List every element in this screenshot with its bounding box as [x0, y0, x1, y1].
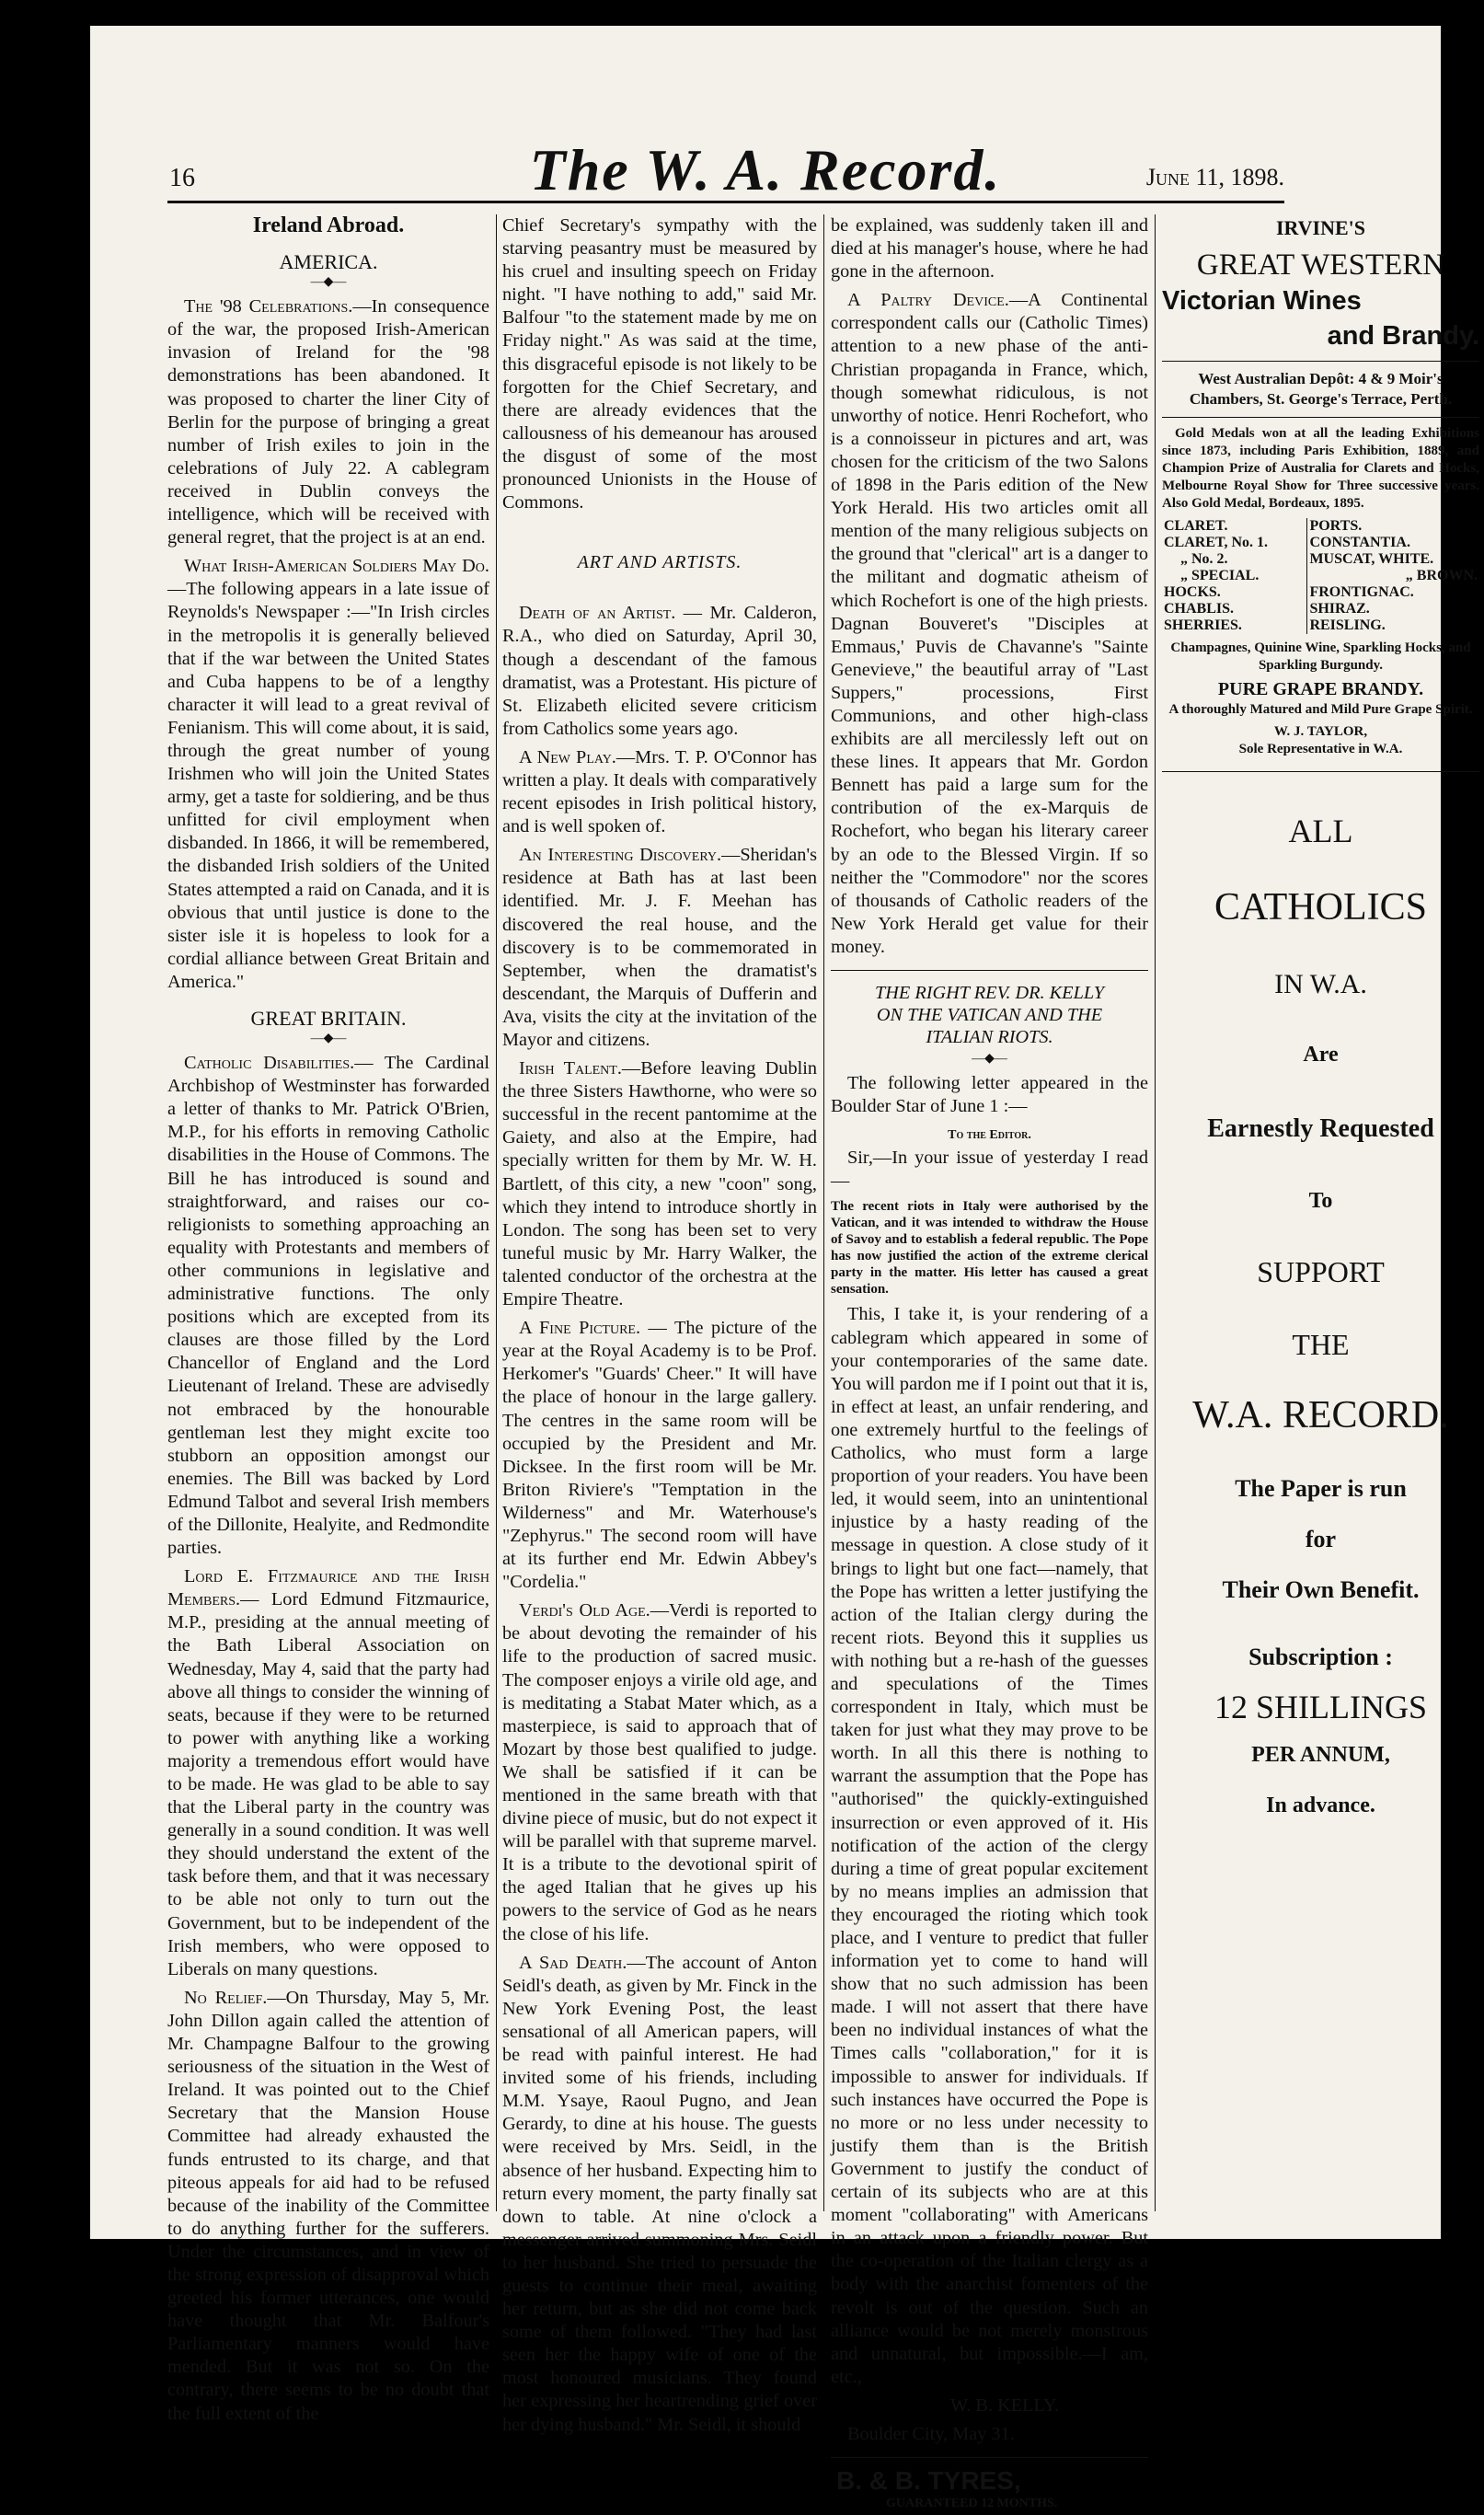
article-lead: Irish Talent.	[519, 1058, 622, 1079]
article-paragraph: Sir,—In your issue of yesterday I read—	[831, 1148, 1148, 1192]
wine-item: SHERRIES.	[1162, 617, 1307, 634]
article-paragraph	[502, 1057, 817, 1311]
ad-line: and Brandy.	[1327, 321, 1479, 352]
ad-rule	[1162, 771, 1479, 772]
heading-line: ITALIAN RIOTS.	[926, 1027, 1053, 1047]
page-number: 16	[169, 164, 195, 192]
wine-item: „ SPECIAL.	[1162, 568, 1307, 584]
article-lead: No Relief.	[184, 1987, 268, 2008]
ad-line: Subscription :	[1248, 1644, 1393, 1671]
article-text: —Before leaving Dublin the three Sisters Hawthorne, who were so successful in the recent pantomime at the Gaiety, and also at the Empire, had specially written for them by Mr. W. H. Bartlett, of this city, a new "coon" song, which they intend to introduce shortly in London. The song has been set to very tuneful music by Mr. Harry Walker, the talented conductor of the orchestra at the Empire Theatre.	[502, 1058, 817, 1310]
article-paragraph	[167, 1987, 489, 2426]
article-text: —Verdi is reported to be about devoting the remainder of his life to the production of sacred music. The composer enjoys a virile old age, and is meditating a Stabat Mater which, as a masterpiece, is said to approach that of Mozart by those best qualified to judge. We shall be satisfied if it can be mentioned in the same breath with that divine piece of music, but do not expect it will be parallel with that supreme marvel. It is a tribute to the devotional spirit of the aged Italian that he gives up his powers to the service of God as he nears the close of his life.	[502, 1600, 817, 1944]
letter-signature: W. B. KELLY.	[950, 2394, 1059, 2416]
ad-line: for	[1305, 1526, 1337, 1553]
ad-line: Are	[1303, 1043, 1339, 1067]
article-paragraph	[831, 289, 1148, 959]
article-text: —The account of Anton Seidl's death, as given by Mr. Finck in the New York Evening Post, the least sensational of all American papers, will be read with painful interest. He had invited some of his friends, including M.M. Ysaye, Raoul Pugno, and Jean Gerardy, to dine at his house. The guests were received by Mrs. Seidl, in the absence of her husband. Expecting him to return every moment, the party finally sat down to table. At nine o'clock a messenger arrived summoning Mrs. Seidl to her husband. She tried to persuade the guests to continue their meal, awaiting her return, but as she did not come back some of them followed. "They had last seen her the happy wife of one of the most honoured musicians. They found her expressing her heartrending grief over her dying husband." Mr. Seidl, it should	[502, 1952, 817, 2435]
article-paragraph	[502, 844, 817, 1052]
article-paragraph	[167, 295, 489, 549]
article-lead: Catholic Disabilities.	[184, 1053, 355, 1074]
ornament-divider: —◆—	[310, 275, 347, 290]
ad-line: W.A. RECORD.	[1192, 1393, 1449, 1436]
ornament-divider: —◆—	[310, 1032, 347, 1046]
article-text: — Lord Edmund Fitzmaurice, M.P., presiding at the annual meeting of the Bath Liberal Association on Wednesday, May 4, said that the party had above all things to consider the winning of seats, because if they were to be returned to power with anything like a working majority a tremendous effort would have to be made. He was glad to be able to say that the Liberal party in the country was generally in a sound condition. It was well they should understand the extent of the task before them, and that it was necessary to be able not only to turn out the Government, but to be independent of the Irish members, who were opposed to Liberals on many questions.	[167, 1589, 489, 1979]
ad-pure-brandy: PURE GRAPE BRANDY.	[1217, 679, 1424, 700]
article-lead: Death of an Artist.	[519, 603, 676, 624]
article-lead: A New Play.	[519, 746, 616, 767]
ad-medals: Gold Medals won at all the leading Exhibitions since 1873, including Paris Exhibition, 1889, and Champion Prize of Australia for Clarets and Hocks, Melbourne Royal Show for Three successive years. Also Gold Medal, Bordeaux, 1895.	[1162, 426, 1479, 512]
article-text: —A Continental correspondent calls our (Catholic Times) attention to a new phase of the anti-Christian propaganda in France, which, though somewhat ridiculous, is not unworthy of notice. Henri Rochefort, who is a connoisseur in pictures and art, was chosen for the criticism of the two Salons of 1898 in the Paris edition of the New York Herald. His two articles omit all mention of the many religious subjects on the ground that "clerical" art is a danger to the militant and dogmatic atheism of which Rochefort is one of the high priests. Dagnan Bouveret's "Disciples at Emmaus,' Puvis de Chavanne's "Sainte Genevieve," the beautiful array of "Last Suppers," processions, First Communions, and other high-class exhibits are all mercilessly left out on these lines. It appears that Mr. Gordon Bennett has paid a large sum for the contribution of the ex-Marquis de Rochefort, who began his literary career by an ode to the Blessed Virgin. If so neither the "Commodore" nor the scores of thousands of Catholic readers of the New York Herald get value for their money.	[831, 290, 1149, 957]
letter-place: Boulder City, May 31.	[847, 2423, 1015, 2444]
article-paragraph: be explained, was suddenly taken ill and died at his manager's house, where he had gone in the afternoon.	[831, 215, 1148, 283]
section-heading: Ireland Abroad.	[252, 213, 405, 237]
quoted-cablegram: The recent riots in Italy were authorised by the Vatican, and it was intended to withdraw the House of Savoy and to establish a federal republic. The Pope has now justified the action of the extreme clerical party in the matter. His letter has caused a great sensation.	[831, 1199, 1148, 1298]
ad-agent: W. J. TAYLOR,	[1273, 724, 1368, 740]
article-paragraph	[502, 1952, 817, 2437]
wine-item: FRONTIGNAC.	[1309, 584, 1414, 601]
section-rule	[831, 970, 1148, 971]
subsection-heading: AMERICA.	[279, 250, 378, 274]
issue-date: June 11, 1898.	[1145, 164, 1284, 190]
ad-line: GREAT WESTERN	[1196, 248, 1445, 283]
article-text: — Mr. Calderon, R.A., who died on Saturday, April 30, though a descendant of the famous dramatist, was a Protestant. His picture of St. Elizabeth elicited severe criticism from Catholics some years ago.	[502, 603, 817, 739]
article-lead: A Paltry Device.	[847, 290, 1009, 311]
column-4	[1162, 214, 1479, 2221]
page-header	[90, 26, 1441, 201]
ad-line: PER ANNUM,	[1251, 1742, 1390, 1767]
wine-item: HOCKS.	[1162, 584, 1307, 601]
column-1	[167, 213, 490, 2424]
article-paragraph	[502, 1599, 817, 1945]
wine-item: „ No. 2.	[1162, 551, 1307, 568]
column-divider	[823, 214, 824, 2211]
ad-agent-sub: Sole Representative in W.A.	[1238, 742, 1403, 757]
header-rule	[167, 201, 1284, 203]
wine-item: REISLING.	[1309, 617, 1386, 634]
article-paragraph: This, I take it, is your rendering of a cablegram which appeared in some of your contemporaries of the same date. You will pardon me if I point out that it is, in effect at least, an unfair rendering, and one extremely hurtful to the feelings of Catholics, who must form a large proportion of your readers. You have been led, it would seem, into an unintentional injustice by a hasty reading of the message in question. A close study of it brings to light but one fact—namely, that the Pope has written a letter justifying the action of the Italian clergy during the recent riots. Beyond this it supplies us with nothing but a re-hash of the guesses and speculations of the Times correspondent in Italy, which must be taken for just what they may prove to be worth. In all this there is nothing to warrant the assumption that the Pope has "authorised" the quickly-extinguished insurrection or even approved of it. His notification of the action of the clergy during a time of great popular excitement by no means implies an admission that they encouraged the rioting which took place, and I venture to predict that fuller information yet to come to hand will show that no such admission has been made. I will not assert that there have been no individual instances of what the Times calls "collaboration," for it is impossible to answer for individuals. If such instances have occurred the Pope is no more or no less under necessity to justify them than is the British Government to justify the conduct of certain of its subjects who are at this moment "collaborating" with Americans in an attack upon a friendly power. But the co-operation of the Italian clergy as a body with the anarchist fomenters of the revolt is out of the question. Such an alliance would be not merely monstrous and unnatural, but impossible.—I am, etc.,	[831, 1304, 1148, 2387]
article-heading	[831, 982, 1148, 1048]
ad-line: IRVINE'S	[1275, 216, 1366, 239]
article-lead: Lord E. Fitzmaurice and the Irish Members.	[167, 1566, 489, 1610]
column-divider	[1155, 214, 1156, 2211]
wine-list	[1162, 518, 1479, 634]
subsection-heading: GREAT BRITAIN.	[250, 1007, 407, 1030]
column-divider	[496, 214, 497, 2211]
ad-line: Earnestly Requested	[1207, 1113, 1434, 1143]
article-paragraph	[502, 746, 817, 838]
wine-item: PORTS.	[1309, 518, 1363, 535]
wine-item: MUSCAT, WHITE.	[1309, 551, 1434, 568]
article-text: —In consequence of the war, the proposed Irish-American invasion of Ireland for the '98 demonstrations has been abandoned. It was proposed to charter the liner City of Berlin for the purpose of bringing a great number of Irish exiles to join in the celebrations of July 22. A cablegram received in Dublin conveys the intelligence, which will be received with general regret, that the project is at an end.	[167, 296, 489, 548]
ad-line: CATHOLICS	[1214, 886, 1428, 929]
masthead-title: The W. A. Record.	[529, 137, 1002, 202]
tyres-ad-title: B. & B. TYRES,	[836, 2466, 1021, 2496]
article-paragraph: The following letter appeared in the Boulder Star of June 1 :—	[831, 1073, 1148, 1117]
article-text: —On Thursday, May 5, Mr. John Dillon again called the attention of Mr. Champagne Balfour to the growing seriousness of the situation in the West of Ireland. It was pointed out to the Chief Secretary that the Mansion House Committee had already exhausted the funds entrusted to its charge, and that piteous appeals for aid had to be refused because of the inability of the Committee to do anything further for the sufferers. Under the circumstances, and in view of the strong expression of disapproval which greeted his former utterances, one would have thought that Mr. Balfour's Parliamentary manners would have mended. But it was not so. On the contrary, there seems to be no doubt that the full extent of the	[167, 1987, 490, 2424]
article-text: —Mrs. T. P. O'Connor has written a play. It deals with comparatively recent episodes in Irish political history, and is well spoken of.	[502, 746, 817, 837]
wine-item: CLARET, No. 1.	[1162, 535, 1307, 551]
article-paragraph: Chief Secretary's sympathy with the starving peasantry must be measured by his cruel and insulting speech on Friday night. "I have nothing to add," said Mr. Balfour "to the statement made by me on Friday night." As was said at the time, this disgraceful episode is not likely to be forgotten for the Chief Secretary, and there are already evidences that the callousness of his demeanour has aroused the disgust of some of the most pronounced Unionists in the House of Commons.	[502, 215, 817, 513]
ad-line: Their Own Benefit.	[1222, 1576, 1420, 1604]
ad-pure-brandy-sub: A thoroughly Matured and Mild Pure Grape Spirit.	[1168, 702, 1473, 718]
section-heading: ART AND ARTISTS.	[577, 552, 742, 573]
article-lead: The '98 Celebrations.	[184, 296, 353, 317]
ad-champagnes: Champagnes, Quinine Wine, Sparkling Hocks, and Sparkling Burgundy.	[1170, 640, 1471, 674]
wine-item: CHABLIS.	[1162, 601, 1307, 617]
ornament-divider: —◆—	[972, 1052, 1007, 1066]
article-paragraph	[502, 602, 817, 741]
ad-line: The Paper is run	[1235, 1475, 1407, 1503]
wine-item: CONSTANTIA.	[1309, 535, 1410, 551]
irvines-advertisement	[1162, 216, 1479, 758]
ad-line: ALL	[1288, 813, 1353, 850]
letter-salutation-heading: To the Editor.	[948, 1128, 1031, 1143]
ad-line: SUPPORT	[1257, 1254, 1385, 1288]
wine-item: „ BROWN.	[1405, 568, 1478, 584]
column-2	[502, 214, 817, 2435]
ad-line: 12 SHILLINGS	[1214, 1689, 1427, 1726]
article-paragraph	[167, 1565, 489, 1981]
article-lead: Verdi's Old Age.	[519, 1600, 650, 1621]
article-lead: A Sad Death.	[519, 1952, 627, 1973]
article-text: —The following appears in a late issue of Reynolds's Newspaper :—"In Irish circles in the metropolis it is generally believed that if the war between the United States and Cuba happens to be of a lengthy character it will lead to a great revival of Fenianism. This will come about, it is said, through the great number of young Irishmen who will join the United States army, get a taste for soldiering, and be thus unfitted for civil employment when disbanded. In 1866, it will be remembered, the disbanded Irish soldiers of the United States attempted a raid on Canada, and it is obvious that until justice is done to the sister isle it is hopeless to look for a cordial alliance between Great Britain and America."	[167, 579, 489, 992]
ad-line: THE	[1292, 1327, 1350, 1361]
newspaper-page	[90, 26, 1479, 2511]
ad-depot: West Australian Depôt: 4 & 9 Moir's Chambers, St. George's Terrace, Perth.	[1189, 370, 1453, 409]
section-rule	[831, 2457, 1148, 2458]
article-paragraph	[167, 1052, 489, 1560]
column-3	[831, 214, 1149, 2511]
article-lead: What Irish-American Soldiers May Do.	[184, 556, 489, 577]
ad-rule	[1162, 361, 1479, 362]
article-text: —Sheridan's residence at Bath has at last been identified. Mr. J. F. Meehan has discovered the real house, and the discovery is to be commemorated in September, when the dramatist's descendant, the Marquis of Dufferin and Ava, visits the city at the invitation of the Mayor and citizens.	[502, 845, 817, 1050]
article-paragraph	[502, 1317, 817, 1594]
article-paragraph	[167, 555, 489, 994]
ad-line: Victorian Wines	[1162, 286, 1362, 317]
article-text: — The picture of the year at the Royal Academy is to be Prof. Herkomer's "Guards' Cheer." It will have the place of honour in the large gallery. The centres in the same room will be occupied by the President and Mr. Dicksee. In the first room will be Mr. Briton Riviere's "Temptation in the Wilderness" and Mr. Waterhouse's "Zephyrus." The second room will have at its further end Mr. Edwin Abbey's "Cordelia."	[502, 1318, 817, 1593]
article-lead: A Fine Picture.	[519, 1318, 641, 1339]
wine-item: SHIRAZ.	[1309, 601, 1370, 617]
ad-line: IN W.A.	[1274, 969, 1367, 1000]
tyres-ad-subtitle: GUARANTEED 12 MONTHS.	[886, 2497, 1058, 2511]
ad-line: In advance.	[1266, 1793, 1375, 1817]
wine-item: CLARET.	[1162, 518, 1307, 535]
ad-line: To	[1308, 1188, 1333, 1213]
heading-line: ON THE VATICAN AND THE	[876, 1005, 1103, 1025]
article-text: — The Cardinal Archbishop of Westminster has forwarded a letter of thanks to Mr. Patrick O'Brien, M.P., for his efforts in removing Catholic disabilities in the House of Commons. The Bill he has introduced is sound and straightforward, and raises our co-religionists to something approaching an equality with Protestants and members of other communions in legislative and administrative functions. The only positions which are excepted from its clauses are those filled by the Lord Chancellor of England and the Lord Lieutenant of Ireland. These are advisedly not embraced by the honourable gentleman lest they might excite too stubborn an opposition amongst our enemies. The Bill was backed by Lord Edmund Talbot and several Irish members of the Dillonite, Healyite, and Redmondite parties.	[167, 1053, 489, 1559]
article-lead: An Interesting Discovery.	[519, 845, 722, 866]
subscription-advertisement	[1162, 813, 1479, 1817]
heading-line: THE RIGHT REV. DR. KELLY	[874, 983, 1105, 1003]
ad-rule	[1162, 417, 1479, 418]
